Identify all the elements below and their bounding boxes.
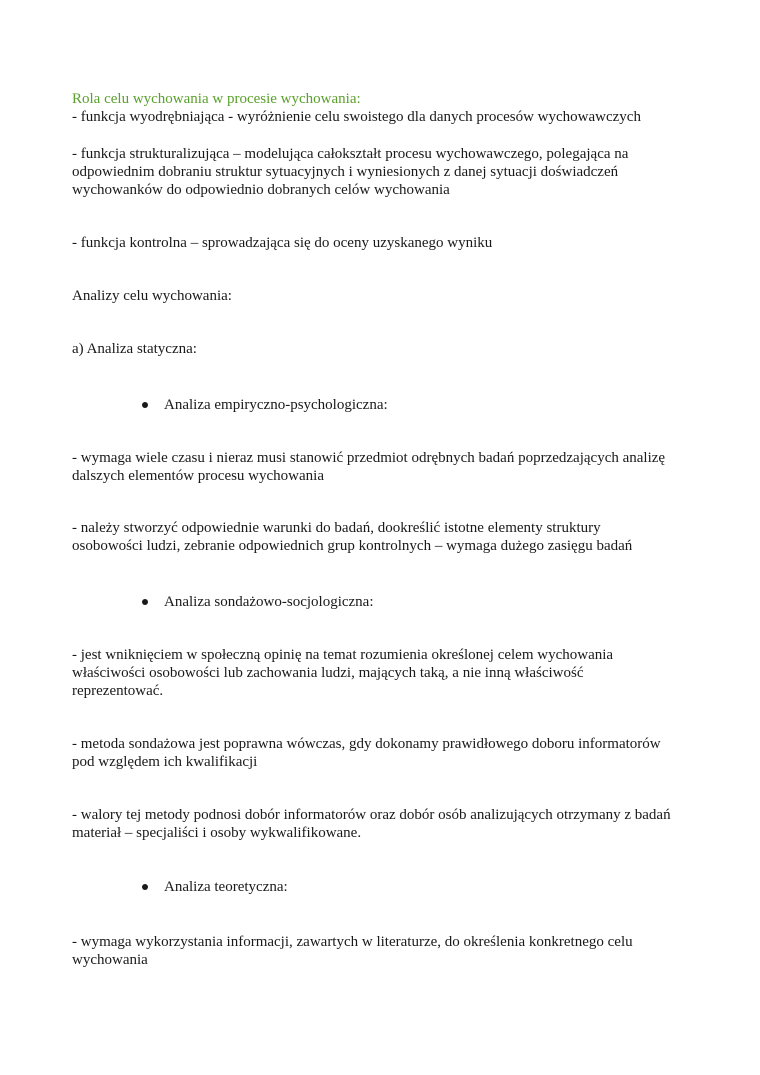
function-structuring-line-1: - funkcja strukturalizująca – modelująca całokształt procesu wychowawczego, polegająca na bbox=[72, 146, 629, 162]
empirical-point-1-line-1: - wymaga wiele czasu i nieraz musi stanowić przedmiot odrębnych badań poprzedzających analizę bbox=[72, 450, 666, 466]
survey-point-3-line-1: - walory tej metody podnosi dobór informatorów oraz dobór osób analizujących otrzymany z badań bbox=[72, 807, 671, 823]
function-control: - funkcja kontrolna – sprowadzająca się do oceny uzyskanego wyniku bbox=[72, 235, 493, 251]
survey-point-1-line-2: właściwości osobowości lub zachowania ludzi, mających taką, a nie inną właściwość bbox=[72, 665, 584, 681]
theoretical-point-1-line-1: - wymaga wykorzystania informacji, zawartych w literaturze, do określenia konkretnego celu bbox=[72, 934, 633, 950]
survey-point-1-line-1: - jest wniknięciem w społeczną opinię na temat rozumienia określonej celem wychowania bbox=[72, 647, 614, 663]
bullet-survey-label: Analiza sondażowo-socjologiczna: bbox=[164, 594, 374, 610]
bullet-dot-icon bbox=[142, 402, 148, 408]
bullet-dot-icon bbox=[142, 599, 148, 605]
empirical-point-1-line-2: dalszych elementów procesu wychowania bbox=[72, 468, 324, 484]
section-heading: Rola celu wychowania w procesie wychowania: bbox=[72, 91, 361, 107]
function-separating: - funkcja wyodrębniająca - wyróżnienie celu swoistego dla danych procesów wychowawczych bbox=[72, 109, 641, 125]
theoretical-point-1-line-2: wychowania bbox=[72, 952, 148, 968]
function-structuring-line-2: odpowiednim dobraniu struktur sytuacyjnych i wyniesionych z danej sytuacji doświadczeń bbox=[72, 164, 619, 180]
empirical-point-2-line-2: osobowości ludzi, zebranie odpowiednich grup kontrolnych – wymaga dużego zasięgu badań bbox=[72, 538, 633, 554]
empirical-point-2-line-1: - należy stworzyć odpowiednie warunki do badań, dookreślić istotne elementy struktury bbox=[72, 520, 601, 536]
survey-point-1-line-3: reprezentować. bbox=[72, 683, 164, 699]
analyses-heading: Analizy celu wychowania: bbox=[72, 288, 232, 304]
function-structuring-line-3: wychowanków do odpowiednio dobranych celów wychowania bbox=[72, 182, 450, 198]
survey-point-2-line-1: - metoda sondażowa jest poprawna wówczas, gdy dokonamy prawidłowego doboru informatorów bbox=[72, 736, 661, 752]
bullet-empirical-label: Analiza empiryczno-psychologiczna: bbox=[164, 397, 388, 413]
bullet-theoretical-label: Analiza teoretyczna: bbox=[164, 879, 288, 895]
static-analysis-heading: a) Analiza statyczna: bbox=[72, 341, 197, 357]
survey-point-2-line-2: pod względem ich kwalifikacji bbox=[72, 754, 258, 770]
bullet-dot-icon bbox=[142, 884, 148, 890]
survey-point-3-line-2: materiał – specjaliści i osoby wykwalifikowane. bbox=[72, 825, 362, 841]
